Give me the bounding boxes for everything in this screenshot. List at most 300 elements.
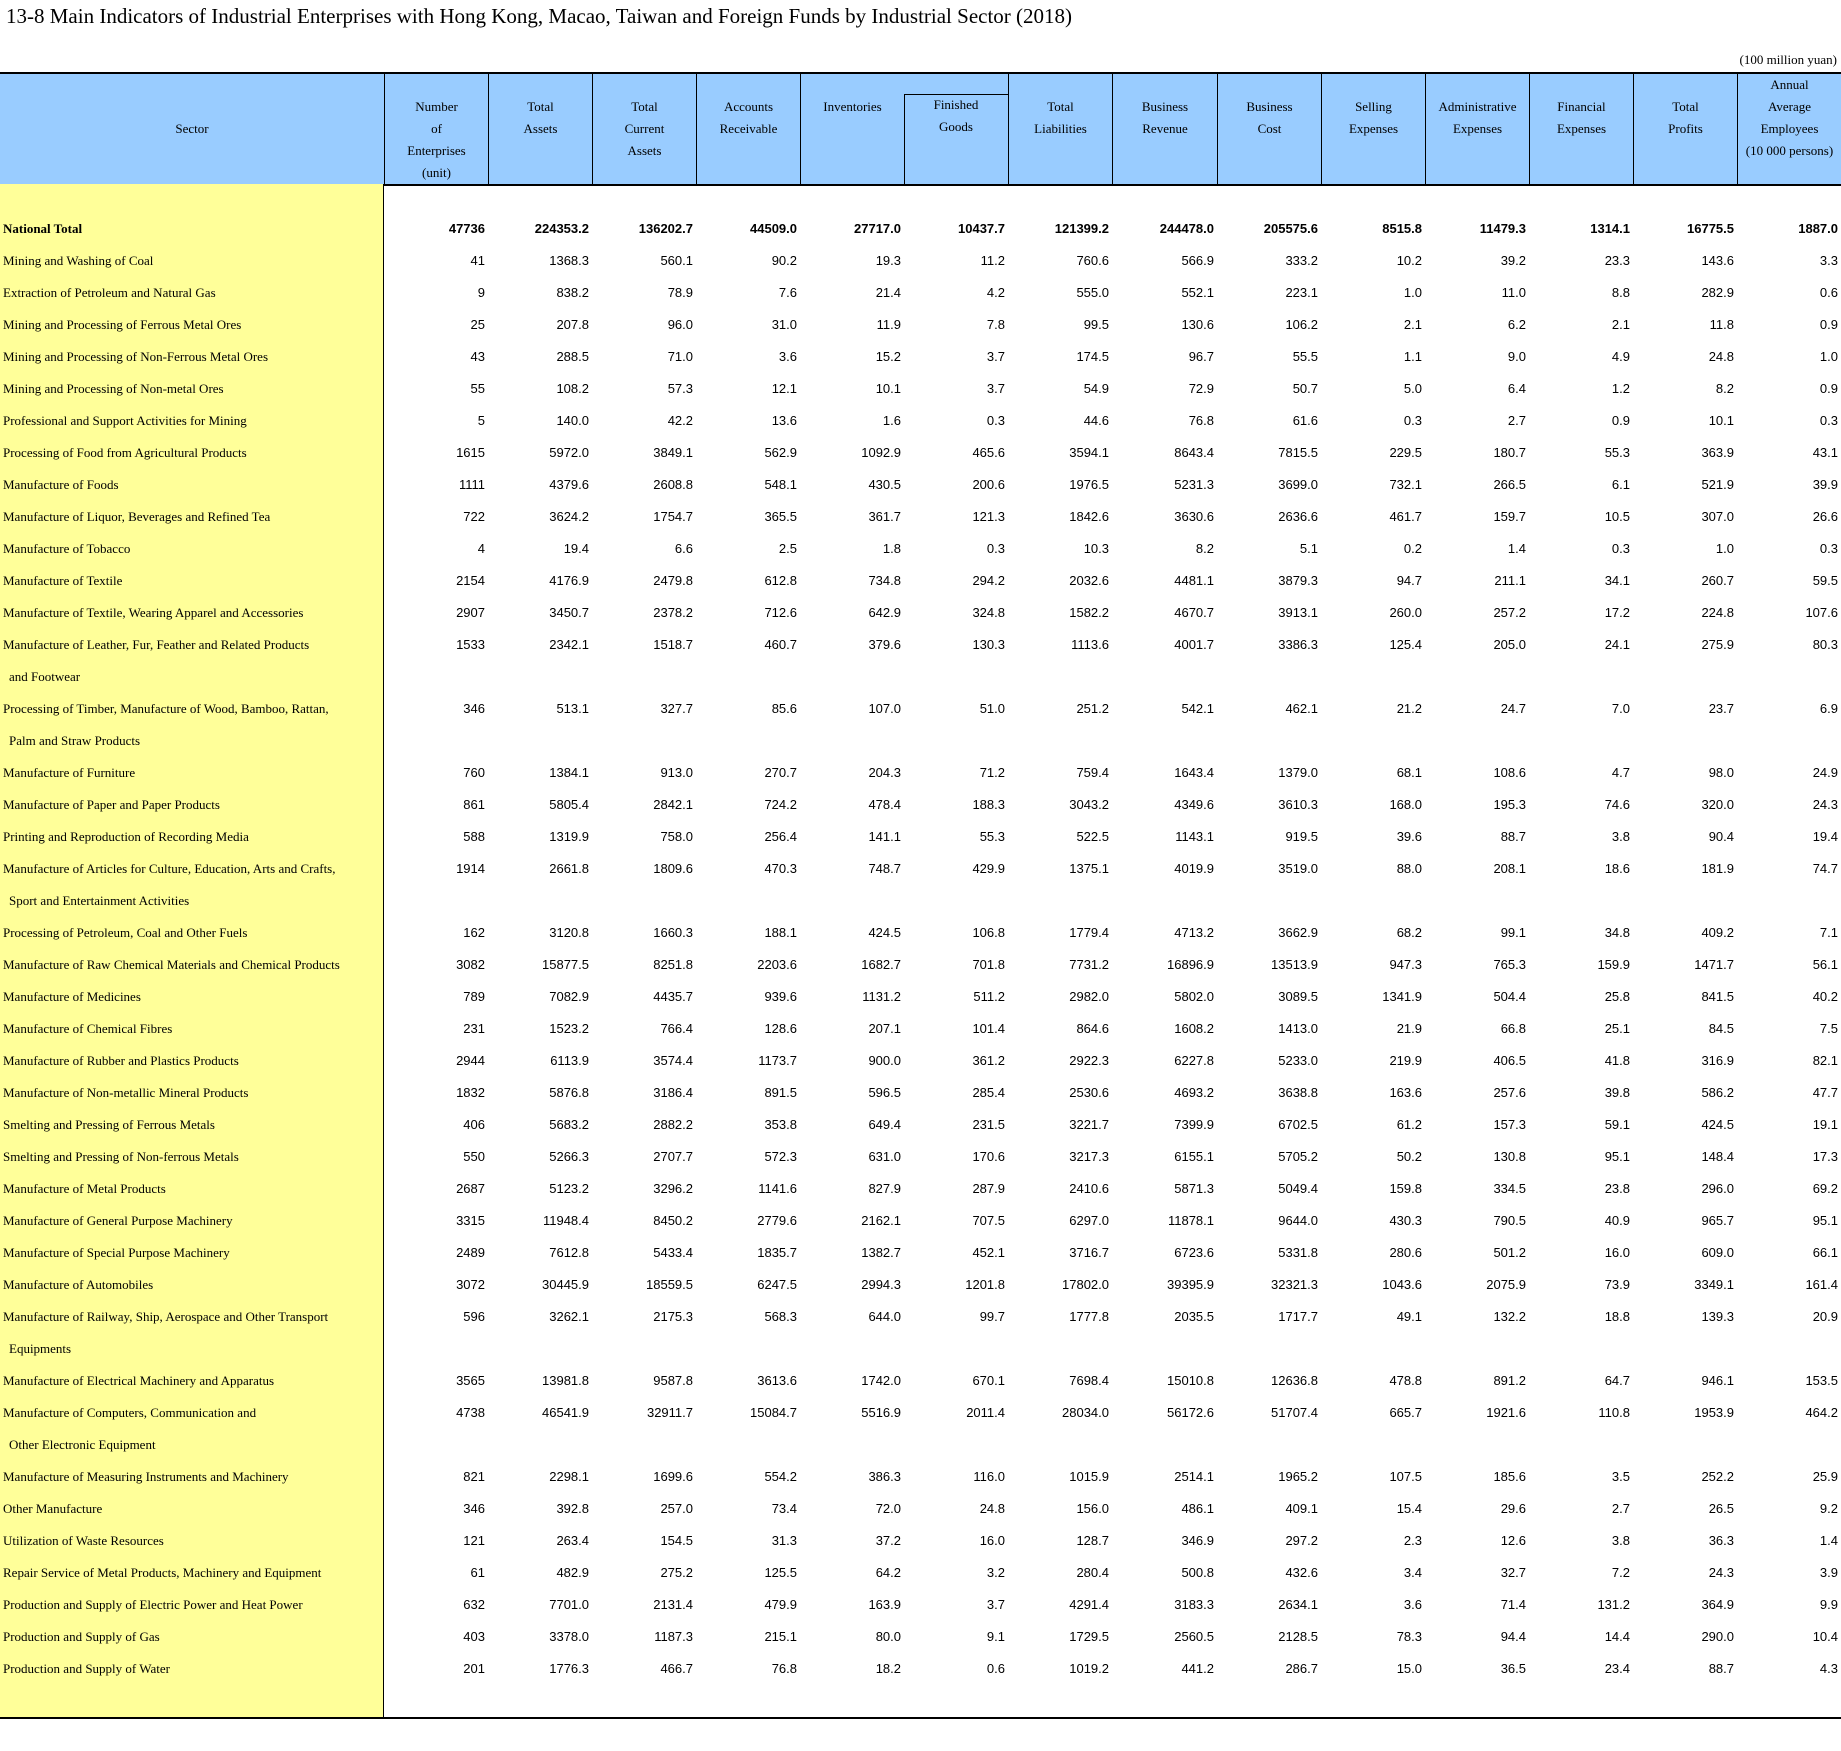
cell-total-liabilities: 1729.5 (1069, 1629, 1109, 1644)
col-header-line: Finished (933, 97, 979, 112)
cell-total-current-assets: 136202.7 (638, 221, 693, 236)
cell-total-assets: 3120.8 (549, 925, 589, 940)
cell-administrative-expenses: 266.5 (1493, 477, 1526, 492)
cell-inventories: 141.1 (868, 829, 901, 844)
cell-financial-expenses: 23.4 (1604, 1661, 1630, 1676)
cell-business-cost: 1717.7 (1278, 1309, 1318, 1324)
cell-total-profits: 290.0 (1701, 1629, 1734, 1644)
sector-name: Processing of Timber, Manufacture of Wood, Bamboo, Rattan, (3, 701, 329, 716)
cell-business-cost: 286.7 (1285, 1661, 1318, 1676)
cell-total-assets: 7701.0 (549, 1597, 589, 1612)
cell-financial-expenses: 24.1 (1604, 637, 1630, 652)
sector-name: Manufacture of Chemical Fibres (3, 1021, 173, 1036)
col-header-line: Profits (1668, 121, 1703, 136)
cell-finished-goods: 0.3 (986, 541, 1005, 556)
table-row (0, 1206, 1841, 1238)
sector-name-continued: Other Electronic Equipment (9, 1437, 156, 1452)
table-row (0, 1366, 1841, 1398)
cell-finished-goods: 170.6 (972, 1149, 1005, 1164)
cell-number-of-enterprises: 1914 (456, 861, 485, 876)
cell-number-of-enterprises: 1832 (456, 1085, 485, 1100)
cell-total-liabilities: 2410.6 (1069, 1181, 1109, 1196)
cell-annual-average-employees: 1.0 (1819, 349, 1838, 364)
cell-annual-average-employees: 25.9 (1812, 1469, 1838, 1484)
col-header-line: Financial (1557, 99, 1606, 114)
cell-total-current-assets: 1660.3 (653, 925, 693, 940)
cell-total-current-assets: 275.2 (660, 1565, 693, 1580)
cell-business-revenue: 2560.5 (1174, 1629, 1214, 1644)
cell-total-current-assets: 154.5 (660, 1533, 693, 1548)
table-row (0, 502, 1841, 534)
cell-annual-average-employees: 19.1 (1812, 1117, 1838, 1132)
cell-selling-expenses: 68.2 (1396, 925, 1422, 940)
table-row (0, 406, 1841, 438)
cell-finished-goods: 287.9 (972, 1181, 1005, 1196)
cell-business-revenue: 3630.6 (1174, 509, 1214, 524)
cell-selling-expenses: 49.1 (1396, 1309, 1422, 1324)
cell-financial-expenses: 18.8 (1604, 1309, 1630, 1324)
cell-financial-expenses: 25.8 (1604, 989, 1630, 1004)
cell-total-liabilities: 156.0 (1076, 1501, 1109, 1516)
cell-total-current-assets: 2131.4 (653, 1597, 693, 1612)
cell-selling-expenses: 430.3 (1389, 1213, 1422, 1228)
cell-selling-expenses: 15.4 (1396, 1501, 1422, 1516)
cell-administrative-expenses: 159.7 (1493, 509, 1526, 524)
cell-business-revenue: 566.9 (1181, 253, 1214, 268)
cell-inventories: 11.9 (876, 317, 901, 332)
cell-accounts-receivable: 125.5 (764, 1565, 797, 1580)
cell-total-profits: 143.6 (1701, 253, 1734, 268)
cell-financial-expenses: 59.1 (1604, 1117, 1630, 1132)
sector-name: Manufacture of Automobiles (3, 1277, 154, 1292)
cell-total-current-assets: 257.0 (660, 1501, 693, 1516)
cell-selling-expenses: 68.1 (1396, 765, 1422, 780)
cell-financial-expenses: 131.2 (1597, 1597, 1630, 1612)
cell-annual-average-employees: 59.5 (1812, 573, 1838, 588)
cell-total-current-assets: 4435.7 (653, 989, 693, 1004)
cell-financial-expenses: 25.1 (1604, 1021, 1630, 1036)
cell-annual-average-employees: 0.3 (1819, 541, 1838, 556)
cell-total-liabilities: 99.5 (1083, 317, 1109, 332)
cell-total-assets: 288.5 (556, 349, 589, 364)
col-header-line: Goods (939, 119, 973, 134)
col-header-total-liabilities (1008, 74, 1112, 184)
cell-selling-expenses: 88.0 (1396, 861, 1422, 876)
cell-total-liabilities: 28034.0 (1062, 1405, 1109, 1420)
cell-selling-expenses: 125.4 (1389, 637, 1422, 652)
cell-accounts-receivable: 188.1 (764, 925, 797, 940)
cell-accounts-receivable: 460.7 (764, 637, 797, 652)
cell-finished-goods: 2011.4 (966, 1405, 1005, 1420)
cell-administrative-expenses: 11479.3 (1479, 221, 1526, 236)
cell-total-profits: 521.9 (1701, 477, 1734, 492)
sector-name: Smelting and Pressing of Ferrous Metals (3, 1117, 215, 1132)
cell-total-profits: 409.2 (1701, 925, 1734, 940)
cell-administrative-expenses: 2075.9 (1486, 1277, 1526, 1292)
sector-name: Professional and Support Activities for Mining (3, 413, 247, 428)
cell-total-assets: 1523.2 (549, 1021, 589, 1036)
cell-number-of-enterprises: 861 (463, 797, 485, 812)
cell-total-current-assets: 2378.2 (653, 605, 693, 620)
cell-financial-expenses: 10.5 (1604, 509, 1630, 524)
cell-total-profits: 1.0 (1715, 541, 1734, 556)
sector-name: Other Manufacture (3, 1501, 103, 1516)
sector-name: Processing of Petroleum, Coal and Other Fuels (3, 925, 248, 940)
cell-business-cost: 462.1 (1285, 701, 1318, 716)
col-header-line: Average (1767, 99, 1812, 114)
cell-total-current-assets: 3574.4 (653, 1053, 693, 1068)
cell-accounts-receivable: 2.5 (778, 541, 797, 556)
cell-total-profits: 24.3 (1708, 1565, 1734, 1580)
cell-business-cost: 5331.8 (1278, 1245, 1318, 1260)
cell-total-profits: 16775.5 (1687, 221, 1734, 236)
cell-total-liabilities: 17802.0 (1062, 1277, 1109, 1292)
col-header-administrative-expenses (1425, 74, 1529, 184)
cell-number-of-enterprises: 3315 (456, 1213, 485, 1228)
cell-selling-expenses: 94.7 (1396, 573, 1422, 588)
cell-total-liabilities: 1777.8 (1069, 1309, 1109, 1324)
cell-administrative-expenses: 504.4 (1493, 989, 1526, 1004)
cell-financial-expenses: 41.8 (1604, 1053, 1630, 1068)
sector-name: Mining and Processing of Non-Ferrous Metal Ores (3, 349, 269, 364)
col-header-line: Expenses (1452, 121, 1503, 136)
cell-business-revenue: 8.2 (1195, 541, 1214, 556)
cell-business-revenue: 6227.8 (1174, 1053, 1214, 1068)
cell-administrative-expenses: 257.6 (1493, 1085, 1526, 1100)
cell-total-profits: 3349.1 (1694, 1277, 1734, 1292)
cell-inventories: 1.6 (882, 413, 901, 428)
table-row (0, 1622, 1841, 1654)
cell-total-assets: 513.1 (556, 701, 589, 716)
cell-total-liabilities: 251.2 (1076, 701, 1109, 716)
cell-finished-goods: 200.6 (972, 477, 1005, 492)
cell-total-profits: 88.7 (1708, 1661, 1734, 1676)
cell-annual-average-employees: 6.9 (1819, 701, 1838, 716)
cell-total-profits: 307.0 (1701, 509, 1734, 524)
cell-total-assets: 3450.7 (549, 605, 589, 620)
cell-administrative-expenses: 185.6 (1493, 1469, 1526, 1484)
cell-finished-goods: 452.1 (972, 1245, 1005, 1260)
cell-number-of-enterprises: 9 (477, 285, 485, 300)
cell-number-of-enterprises: 632 (463, 1597, 485, 1612)
cell-accounts-receivable: 7.6 (778, 285, 797, 300)
cell-finished-goods: 9.1 (986, 1629, 1005, 1644)
cell-accounts-receivable: 1835.7 (757, 1245, 797, 1260)
cell-business-revenue: 1608.2 (1174, 1021, 1214, 1036)
sector-name: Mining and Washing of Coal (3, 253, 154, 268)
cell-total-profits: 148.4 (1701, 1149, 1734, 1164)
cell-finished-goods: 3.2 (986, 1565, 1005, 1580)
cell-annual-average-employees: 17.3 (1812, 1149, 1838, 1164)
cell-total-liabilities: 7731.2 (1069, 957, 1109, 972)
cell-total-assets: 1384.1 (549, 765, 589, 780)
cell-total-liabilities: 1375.1 (1069, 861, 1109, 876)
cell-finished-goods: 121.3 (972, 509, 1005, 524)
cell-business-cost: 1413.0 (1278, 1021, 1318, 1036)
col-header-line: Accounts (723, 99, 774, 114)
cell-financial-expenses: 23.8 (1604, 1181, 1630, 1196)
sector-name: Manufacture of Non-metallic Mineral Products (3, 1085, 249, 1100)
col-header-line: Cost (1257, 121, 1282, 136)
cell-total-current-assets: 18559.5 (646, 1277, 693, 1292)
cell-total-assets: 11948.4 (542, 1213, 589, 1228)
sector-name: Manufacture of Paper and Paper Products (3, 797, 220, 812)
col-header-line: Assets (627, 143, 662, 158)
cell-finished-goods: 51.0 (979, 701, 1005, 716)
cell-inventories: 64.2 (875, 1565, 901, 1580)
cell-accounts-receivable: 13.6 (771, 413, 797, 428)
cell-financial-expenses: 17.2 (1604, 605, 1630, 620)
cell-total-current-assets: 466.7 (660, 1661, 693, 1676)
cell-total-profits: 363.9 (1701, 445, 1734, 460)
cell-administrative-expenses: 406.5 (1493, 1053, 1526, 1068)
cell-finished-goods: 16.0 (979, 1533, 1005, 1548)
cell-inventories: 107.0 (868, 701, 901, 716)
cell-finished-goods: 106.8 (972, 925, 1005, 940)
cell-finished-goods: 285.4 (972, 1085, 1005, 1100)
cell-annual-average-employees: 7.1 (1819, 925, 1838, 940)
cell-administrative-expenses: 1.4 (1507, 541, 1526, 556)
cell-financial-expenses: 64.7 (1604, 1373, 1630, 1388)
cell-selling-expenses: 3.4 (1403, 1565, 1422, 1580)
cell-finished-goods: 24.8 (979, 1501, 1005, 1516)
cell-business-cost: 5705.2 (1278, 1149, 1318, 1164)
cell-total-liabilities: 2922.3 (1069, 1053, 1109, 1068)
cell-inventories: 430.5 (868, 477, 901, 492)
cell-annual-average-employees: 69.2 (1812, 1181, 1838, 1196)
cell-total-liabilities: 1779.4 (1069, 925, 1109, 940)
cell-administrative-expenses: 180.7 (1493, 445, 1526, 460)
cell-total-liabilities: 1582.2 (1069, 605, 1109, 620)
cell-total-liabilities: 3221.7 (1069, 1117, 1109, 1132)
sector-name-continued: and Footwear (9, 669, 81, 684)
cell-total-profits: 24.8 (1708, 349, 1734, 364)
cell-total-current-assets: 327.7 (660, 701, 693, 716)
cell-number-of-enterprises: 5 (477, 413, 485, 428)
cell-finished-goods: 0.6 (986, 1661, 1005, 1676)
cell-administrative-expenses: 130.8 (1493, 1149, 1526, 1164)
cell-selling-expenses: 10.2 (1396, 253, 1422, 268)
cell-administrative-expenses: 94.4 (1500, 1629, 1526, 1644)
cell-administrative-expenses: 71.4 (1500, 1597, 1526, 1612)
cell-number-of-enterprises: 1615 (456, 445, 485, 460)
cell-total-current-assets: 758.0 (660, 829, 693, 844)
cell-financial-expenses: 55.3 (1604, 445, 1630, 460)
cell-number-of-enterprises: 722 (463, 509, 485, 524)
cell-business-revenue: 4001.7 (1174, 637, 1214, 652)
cell-inventories: 734.8 (868, 573, 901, 588)
cell-administrative-expenses: 205.0 (1493, 637, 1526, 652)
sector-name: Manufacture of Railway, Ship, Aerospace and Other Transport (3, 1309, 329, 1324)
cell-accounts-receivable: 548.1 (764, 477, 797, 492)
cell-accounts-receivable: 31.3 (771, 1533, 797, 1548)
cell-selling-expenses: 1.0 (1403, 285, 1422, 300)
sector-name: Manufacture of Textile, Wearing Apparel and Accessories (3, 605, 304, 620)
cell-total-profits: 181.9 (1701, 861, 1734, 876)
cell-business-revenue: 16896.9 (1167, 957, 1214, 972)
cell-total-current-assets: 560.1 (660, 253, 693, 268)
cell-total-liabilities: 7698.4 (1069, 1373, 1109, 1388)
cell-finished-goods: 324.8 (972, 605, 1005, 620)
cell-annual-average-employees: 9.2 (1819, 1501, 1838, 1516)
cell-business-cost: 61.6 (1292, 413, 1318, 428)
cell-selling-expenses: 21.9 (1396, 1021, 1422, 1036)
sector-name: Manufacture of Electrical Machinery and Apparatus (3, 1373, 275, 1388)
cell-accounts-receivable: 365.5 (764, 509, 797, 524)
sector-name-continued: Sport and Entertainment Activities (9, 893, 190, 908)
cell-business-revenue: 4670.7 (1174, 605, 1214, 620)
col-header-line: Assets (523, 121, 558, 136)
cell-business-revenue: 244478.0 (1159, 221, 1214, 236)
cell-business-revenue: 6723.6 (1174, 1245, 1214, 1260)
cell-total-assets: 224353.2 (534, 221, 589, 236)
cell-total-profits: 10.1 (1708, 413, 1734, 428)
cell-total-liabilities: 760.6 (1076, 253, 1109, 268)
cell-total-assets: 5123.2 (549, 1181, 589, 1196)
cell-inventories: 2994.3 (861, 1277, 901, 1292)
table-row (0, 1142, 1841, 1174)
sector-name: Manufacture of Computers, Communication and (3, 1405, 257, 1420)
cell-total-assets: 3262.1 (549, 1309, 589, 1324)
table-row (0, 918, 1841, 950)
cell-accounts-receivable: 891.5 (764, 1085, 797, 1100)
cell-inventories: 1682.7 (861, 957, 901, 972)
cell-business-revenue: 56172.6 (1167, 1405, 1214, 1420)
cell-inventories: 478.4 (868, 797, 901, 812)
cell-inventories: 1092.9 (861, 445, 901, 460)
cell-business-revenue: 486.1 (1181, 1501, 1214, 1516)
col-header-line: Total (1047, 99, 1074, 114)
table-row (0, 1590, 1841, 1622)
cell-total-assets: 108.2 (556, 381, 589, 396)
cell-accounts-receivable: 470.3 (764, 861, 797, 876)
sector-name: National Total (3, 221, 83, 236)
cell-number-of-enterprises: 2687 (456, 1181, 485, 1196)
cell-financial-expenses: 2.7 (1611, 1501, 1630, 1516)
cell-administrative-expenses: 765.3 (1493, 957, 1526, 972)
cell-business-cost: 919.5 (1285, 829, 1318, 844)
cell-finished-goods: 465.6 (972, 445, 1005, 460)
cell-number-of-enterprises: 789 (463, 989, 485, 1004)
cell-total-profits: 90.4 (1708, 829, 1734, 844)
cell-accounts-receivable: 256.4 (764, 829, 797, 844)
cell-total-profits: 139.3 (1701, 1309, 1734, 1324)
cell-number-of-enterprises: 821 (463, 1469, 485, 1484)
cell-annual-average-employees: 464.2 (1805, 1405, 1838, 1420)
cell-finished-goods: 429.9 (972, 861, 1005, 876)
table-row (0, 1462, 1841, 1494)
cell-business-cost: 223.1 (1285, 285, 1318, 300)
cell-inventories: 19.3 (875, 253, 901, 268)
cell-total-profits: 1471.7 (1694, 957, 1734, 972)
cell-total-liabilities: 2032.6 (1069, 573, 1109, 588)
cell-number-of-enterprises: 2489 (456, 1245, 485, 1260)
cell-total-liabilities: 44.6 (1083, 413, 1109, 428)
cell-total-assets: 3378.0 (549, 1629, 589, 1644)
cell-total-profits: 275.9 (1701, 637, 1734, 652)
table-row (0, 598, 1841, 630)
cell-number-of-enterprises: 3072 (456, 1277, 485, 1292)
sector-name: Utilization of Waste Resources (3, 1533, 164, 1548)
cell-accounts-receivable: 85.6 (771, 701, 797, 716)
cell-accounts-receivable: 2779.6 (757, 1213, 797, 1228)
cell-total-assets: 5972.0 (549, 445, 589, 460)
sector-name: Production and Supply of Gas (3, 1629, 160, 1644)
cell-selling-expenses: 947.3 (1389, 957, 1422, 972)
table-row (0, 982, 1841, 1014)
cell-number-of-enterprises: 346 (463, 1501, 485, 1516)
sector-name: Manufacture of Tobacco (3, 541, 131, 556)
table-row (0, 566, 1841, 598)
cell-inventories: 207.1 (868, 1021, 901, 1036)
cell-inventories: 27717.0 (854, 221, 901, 236)
cell-business-cost: 55.5 (1292, 349, 1318, 364)
table-row (0, 630, 1841, 684)
cell-total-assets: 838.2 (556, 285, 589, 300)
cell-total-liabilities: 1019.2 (1069, 1661, 1109, 1676)
cell-total-current-assets: 1518.7 (653, 637, 693, 652)
col-header-line: Business (1246, 99, 1293, 114)
cell-inventories: 1382.7 (861, 1245, 901, 1260)
cell-administrative-expenses: 501.2 (1493, 1245, 1526, 1260)
table-row (0, 438, 1841, 470)
cell-business-revenue: 4693.2 (1174, 1085, 1214, 1100)
cell-annual-average-employees: 9.9 (1819, 1597, 1838, 1612)
sector-name-continued: Palm and Straw Products (9, 733, 141, 748)
cell-finished-goods: 361.2 (972, 1053, 1005, 1068)
cell-number-of-enterprises: 201 (463, 1661, 485, 1676)
cell-annual-average-employees: 0.3 (1819, 413, 1838, 428)
cell-total-assets: 1319.9 (549, 829, 589, 844)
cell-accounts-receivable: 612.8 (764, 573, 797, 588)
cell-business-cost: 13513.9 (1271, 957, 1318, 972)
cell-administrative-expenses: 1921.6 (1486, 1405, 1526, 1420)
cell-selling-expenses: 1341.9 (1382, 989, 1422, 1004)
cell-total-current-assets: 71.0 (667, 349, 693, 364)
cell-number-of-enterprises: 760 (463, 765, 485, 780)
cell-accounts-receivable: 6247.5 (757, 1277, 797, 1292)
cell-selling-expenses: 260.0 (1389, 605, 1422, 620)
cell-annual-average-employees: 39.9 (1812, 477, 1838, 492)
cell-total-assets: 1368.3 (549, 253, 589, 268)
cell-business-cost: 2128.5 (1278, 1629, 1318, 1644)
cell-inventories: 21.4 (875, 285, 901, 300)
cell-business-revenue: 4019.9 (1174, 861, 1214, 876)
cell-financial-expenses: 73.9 (1604, 1277, 1630, 1292)
cell-selling-expenses: 107.5 (1389, 1469, 1422, 1484)
col-header-line: Selling (1355, 99, 1392, 114)
cell-total-liabilities: 2530.6 (1069, 1085, 1109, 1100)
cell-annual-average-employees: 10.4 (1812, 1629, 1838, 1644)
table-row (0, 246, 1841, 278)
cell-annual-average-employees: 7.5 (1819, 1021, 1838, 1036)
col-header-line: Expenses (1348, 121, 1399, 136)
cell-annual-average-employees: 95.1 (1812, 1213, 1838, 1228)
cell-accounts-receivable: 128.6 (764, 1021, 797, 1036)
cell-total-profits: 23.7 (1708, 701, 1734, 716)
cell-business-revenue: 500.8 (1181, 1565, 1214, 1580)
cell-total-profits: 98.0 (1708, 765, 1734, 780)
cell-annual-average-employees: 0.9 (1819, 381, 1838, 396)
cell-finished-goods: 701.8 (972, 957, 1005, 972)
table-row (0, 1046, 1841, 1078)
table-row (0, 694, 1841, 748)
cell-annual-average-employees: 19.4 (1812, 829, 1838, 844)
cell-inventories: 72.0 (875, 1501, 901, 1516)
sector-name: Manufacture of Articles for Culture, Education, Arts and Crafts, (3, 861, 336, 876)
cell-annual-average-employees: 24.3 (1812, 797, 1838, 812)
cell-total-current-assets: 8251.8 (653, 957, 693, 972)
